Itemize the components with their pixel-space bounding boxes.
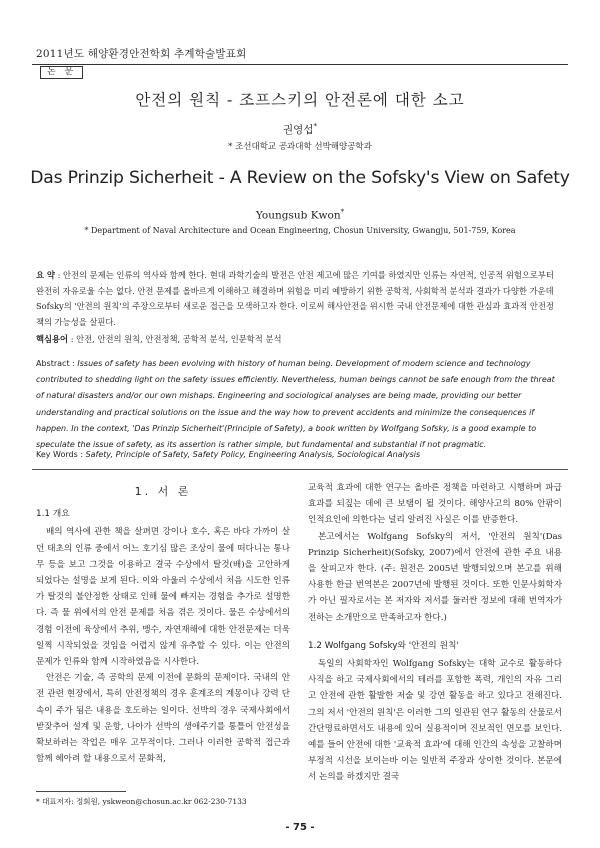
abstract-english-text: Issues of safety has been evolving with history of human being. Development of modern science and technology contributed to shedding light on the safety issues efficiently. Nevertheless, human beings cannot be safe enough from the threat of natural disasters and/or our own mishaps. Engineering and sociological analyses are being made, providing our better understanding and practical solutions on the issue and the way how to prevent accidents and minimize the consequences if happen. In the context, 'Das Prinzip Sicherheit'(Principle of Safety), a book written by Wolfgang Sofsky, is a good example to speculate the issue of safety, as its assertion is rather simple, but fundamental and substantial if not pragmatic. bbox=[36, 359, 555, 450]
abstract-korean bbox=[36, 268, 560, 330]
paragraph: 안전은 기술, 즉 공학의 문제 이전에 문화의 문제이다. 국내의 안전 관련 현장에서, 특히 안전정책의 경우 훈계조의 계몽이나 강력 단속이 주가 됨은 내용을 호도하는 일이다. 선박의 경우 국제사회에서 받잦추어 설계 및 운항, 나아가 선박의 생애주기를 통틀어 안전성을 확보하려는 작업은 매우 고무적이다. 그러나 이러한 공학적 접근과 함께 헤아려 할 내용으로서 문화적, bbox=[36, 673, 290, 765]
affiliation-korean: * 조선대학교 공과대학 선박해양공학과 bbox=[228, 142, 372, 152]
subsection-1-2-title: 1.2 Wolfgang Sofsky와 '안전의 원칙' bbox=[308, 640, 459, 651]
author-korean-name: 권영섭 bbox=[283, 124, 314, 136]
keywords-korean-text: : 안전, 안전의 원칙, 안전정책, 공학적 분석, 인문학적 분석 bbox=[70, 334, 282, 344]
paragraph: 독일의 사회학자인 Wolfgang Sofsky는 대학 교수로 활동하다 사직을 하고 국제사회에서의 테러를 포함한 폭력, 개인의 자유 그리고 안전에 관한 활발한 저술 및 강연 활동을 하고 있다고 전해진다. 그의 저서 '안전의 원칙'은 이러한 그의 일관된 연구 활동의 산물로서 간단명료하면서도 내용에 있어 실용적이며 진보적인 면모를 보인다. 예를 들어 안전에 대한 '교육적 효과'에 대해 인간의 속성을 고찰하며 부정적 시선을 보이는바 이는 일반적 주장과 상이한 것이다. 본문에서 논의를 하겠지만 결국 bbox=[308, 659, 562, 783]
header-rule bbox=[32, 64, 568, 65]
author-english bbox=[0, 208, 600, 222]
keywords-english bbox=[36, 450, 420, 459]
paper-type-tag: 논 문 bbox=[40, 66, 83, 79]
footnote-rule bbox=[36, 791, 126, 792]
author-english-name: Youngsub Kwon bbox=[255, 209, 341, 222]
footnote: * 대표저자: 정회원, yskweon@chosun.ac.kr 062-230-7133 bbox=[36, 797, 247, 806]
affiliation-english: * Department of Naval Architecture and Ocean Engineering, Chosun University, Gwangju, 501-759, Korea bbox=[84, 226, 516, 235]
paragraph: 본고에서는 Wolfgang Sofsky의 저서, '안전의 원칙'(Das Prinzip Sicherheit)(Sofsky, 2007)에서 안전에 관한 주요 내용을 살피고자 한다. (주: 원전은 2005년 발행되었으며 본고를 위해 사용한 한글 번역본은 2007년에 발행된 것이다. 또한 인문사회학자가 아닌 필자로서는 본 저자와 저서를 둘러싼 정보에 대해 번역자가 전하는 소개만으로 만족하고자 한다.) bbox=[308, 531, 562, 623]
page-number: - 75 - bbox=[285, 822, 315, 833]
paragraph: 교육적 효과에 대한 연구는 올바른 정책을 마련하고 시행하며 파급효과를 되짚는 데에 큰 보탬이 될 것이다. 해양사고의 80% 안팎이 인적요인에 의한다는 널리 알려진 사실은 이를 반증한다. bbox=[308, 483, 562, 526]
author-english-mark: * bbox=[340, 208, 345, 216]
keywords-korean-label: 핵심용어 bbox=[36, 334, 69, 344]
subsection-1-1-title: 1.1 개요 bbox=[36, 509, 70, 520]
author-korean-mark: * bbox=[313, 122, 317, 131]
conference-header: 2011년도 해양환경안전학회 추계학술발표회 bbox=[36, 48, 247, 60]
title-english: Das Prinzip Sicherheit - A Review on the Sofsky's View on Safety bbox=[30, 168, 570, 188]
keywords-english-text: Safety, Principle of Safety, Safety Policy, Engineering Analysis, Sociological Analysis bbox=[85, 450, 421, 459]
body-left-column bbox=[36, 480, 290, 767]
keywords-english-label: Key Words : bbox=[36, 450, 84, 459]
section-1-title: 1. 서 론 bbox=[134, 485, 192, 498]
abstract-english-label: Abstract : bbox=[36, 359, 75, 368]
paragraph: 배의 역사에 관한 책을 살펴면 강이나 호수, 혹은 바다 가까이 살던 태초의 인류 중에서 어느 호기심 많은 조상이 물에 떠다니는 통나무 등을 보고 그것을 이용하고 결국 수상에서 탈것(배)을 고안하게 되었다는 설명을 보게 된다. 이와 아울러 수상에서 처음 시도한 인류가 탈것의 불안정한 상태로 인해 물에 빠지는 경험을 추가로 설명한다. 즉 물 위에서의 안전 문제를 처음 겪은 것이다. 물은 수상에서의 경험 이전에 육상에서 추위, 맹수, 자연재해에 대한 안전문제는 더욱 일찍 시작되었을 것임을 어렵지 않게 유추할 수 있다. 이는 안전의 문제가 인류와 함께 시작하였음을 시사한다. bbox=[36, 527, 290, 668]
body-right-column bbox=[308, 480, 562, 786]
author-korean bbox=[0, 122, 600, 137]
title-korean: 안전의 원칙 - 조프스키의 안전론에 대한 소고 bbox=[135, 91, 465, 109]
abstract-divider bbox=[32, 469, 568, 470]
abstract-english bbox=[36, 356, 564, 453]
abstract-korean-label: 요 약 bbox=[36, 270, 55, 280]
abstract-korean-text: : 안전의 문제는 인류의 역사와 함께 한다. 현대 과학기술의 발전은 안전 제고에 많은 기여를 하였지만 인류는 자연적, 인공적 위험으로부터 완전히 자유로울 수는 없다. 안전 문제를 올바르게 이해하고 해결하며 위험을 미리 예방하기 위한 공학적, 사회학적 분석과 결과가 다양한 가운데 Sofsky의 '안전의 원칙'의 주장으로부터 새로운 접근을 모색하고자 한다. 이로써 해사안전을 위시한 국내 안전문제에 대한 관심과 효과적 안전정책의 가능성을 살핀다. bbox=[36, 270, 554, 327]
keywords-korean bbox=[36, 333, 281, 345]
